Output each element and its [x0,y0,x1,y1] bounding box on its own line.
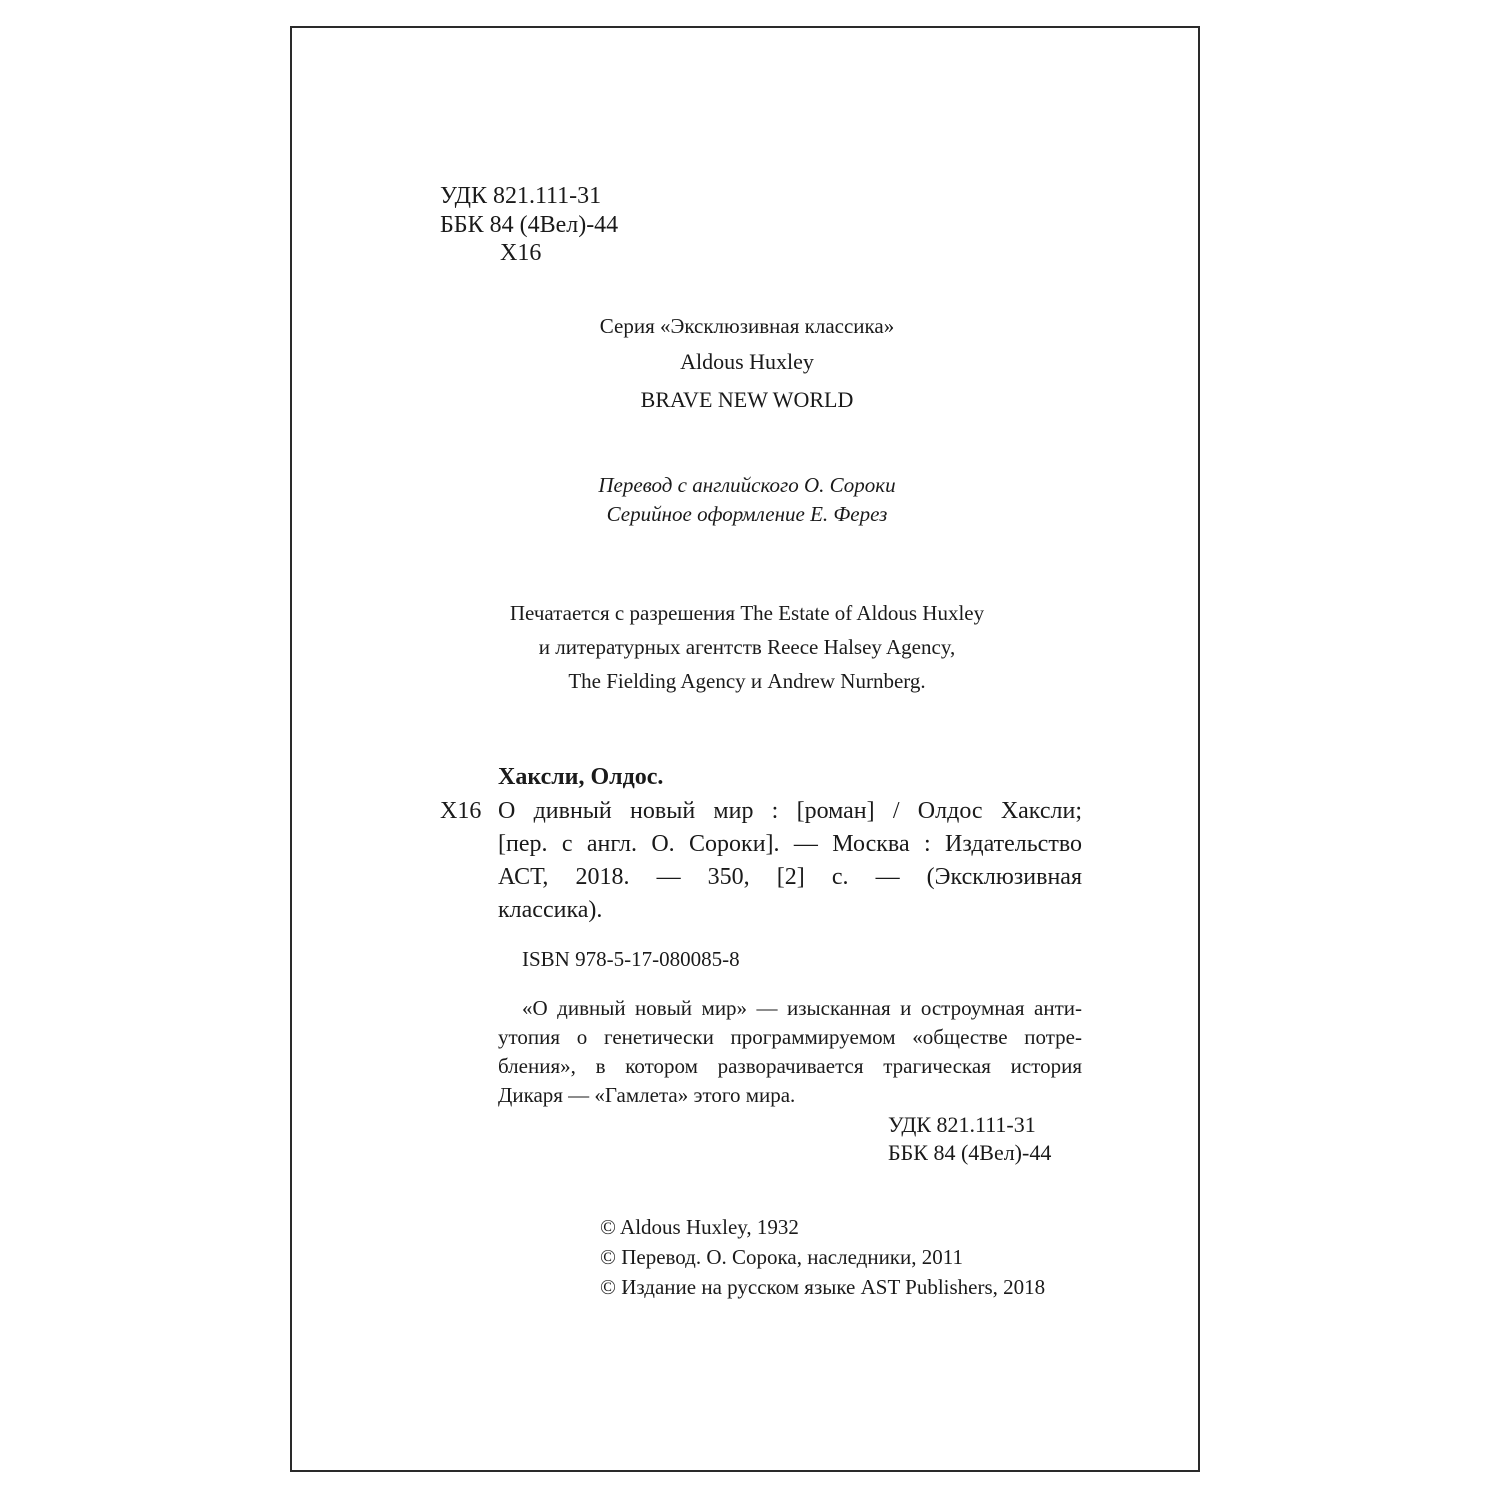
permission-line: The Fielding Agency и Andrew Nurnberg. [568,669,926,693]
design-credit: Серийное оформление Е. Ферез [606,502,888,526]
copyright-line: © Издание на русском языке AST Publishers, 2018 [600,1275,1046,1299]
series-title: Серия «Эксклюзивная классика» [599,314,895,338]
permission-line: Печатается с разрешения The Estate of Aldous Huxley [509,601,985,625]
copyright-line: © Перевод. О. Сорока, наследники, 2011 [600,1245,963,1269]
copyright-line: © Aldous Huxley, 1932 [600,1215,799,1239]
catalog-record-line: [пер. с англ. О. Сороки]. — Москва : Издательство [498,831,1082,857]
permission-line: и литературных агентств Reece Halsey Agency, [538,635,956,659]
catalog-author-heading: Хаксли, Олдос. [498,764,664,790]
catalog-bbk: ББК 84 (4Вел)-44 [888,1140,1052,1165]
annotation-line: бления», в котором разворачивается трагическая история [498,1054,1082,1078]
annotation-line: утопия о генетически программируемом «обществе потре- [498,1025,1082,1049]
header-author-mark: Х16 [500,240,542,266]
header-bbk: ББК 84 (4Вел)-44 [440,212,619,238]
isbn: ISBN 978-5-17-080085-8 [522,947,740,971]
translation-credit: Перевод с английского О. Сороки [598,473,896,497]
catalog-udk: УДК 821.111-31 [888,1112,1036,1137]
catalog-author-mark: Х16 [440,798,482,824]
annotation-line: «О дивный новый мир» — изысканная и остроумная анти- [522,996,1082,1020]
catalog-record-line: АСТ, 2018. — 350, [2] с. — (Эксклюзивная [498,864,1082,890]
catalog-record-line: классика). [498,897,603,923]
book-page [290,26,1200,1472]
original-title: BRAVE NEW WORLD [640,387,854,412]
header-udk: УДК 821.111-31 [440,183,602,209]
catalog-record-line: О дивный новый мир : [роман] / Олдос Хаксли; [498,798,1082,824]
original-author: Aldous Huxley [680,349,814,374]
annotation-line: Дикаря — «Гамлета» этого мира. [498,1083,796,1107]
